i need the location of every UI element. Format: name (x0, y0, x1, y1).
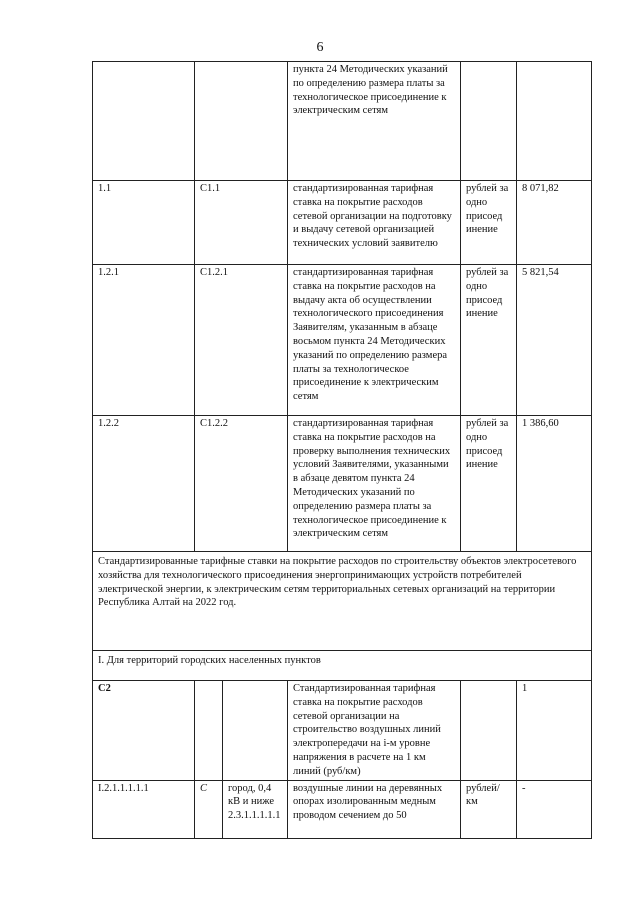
page-number: 6 (316, 40, 324, 55)
row-code-cell: С1.2.2 (195, 416, 288, 552)
row-unit-cell (461, 62, 517, 181)
row-sub-cell: город, 0,4 кВ и ниже 2.3.1.1.1.1.1 (223, 780, 288, 838)
section-heading: Стандартизированные тарифные ставки на покрытие расходов по строительству объектов электросетевого хозяйства для технологического присоединения энергопринимающих устройств потребителей электрической энергии, к электрическим сетям территориальных сетевых организаций на территории Республика Алтай на 2022 год. (93, 552, 592, 651)
tariff-table (92, 61, 592, 839)
row-unit-cell: рублей за одно присоед инение (461, 181, 517, 265)
table-row (93, 265, 592, 416)
table-row (93, 681, 592, 781)
row-value-cell: - (517, 780, 592, 838)
row-number-cell: 1.1 (93, 181, 195, 265)
row-value-cell: 1 386,60 (517, 416, 592, 552)
row-code-cell: С1.1 (195, 181, 288, 265)
row-number-cell: I.2.1.1.1.1.1 (93, 780, 195, 838)
table-row (93, 181, 592, 265)
row-number-cell (93, 62, 195, 181)
row-description-cell: стандартизированная тарифная ставка на покрытие расходов на выдачу акта об осуществлении технологического присоединения Заявителям, указанным в абзаце восьмом пункта 24 Методических указаний по определению размера платы за технологическое присоединение к электрическим сетям (288, 265, 461, 416)
table-row (93, 62, 592, 181)
row-code-cell: С1.2.1 (195, 265, 288, 416)
table-row (93, 416, 592, 552)
row-value-cell (517, 62, 592, 181)
row-value-cell: 8 071,82 (517, 181, 592, 265)
row-number-cell: 1.2.2 (93, 416, 195, 552)
row-code-cell (195, 681, 223, 781)
row-unit-cell (461, 681, 517, 781)
row-value-cell: 1 (517, 681, 592, 781)
row-code-cell (195, 62, 288, 181)
row-value-cell: 5 821,54 (517, 265, 592, 416)
row-description-cell: стандартизированная тарифная ставка на покрытие расходов сетевой организации на подготовку и выдачу сетевой организацией технических условий заявителю (288, 181, 461, 265)
row-description-cell: пункта 24 Методических указаний по определению размера платы за технологическое присоединение к электрическим сетям (288, 62, 461, 181)
section-heading-row (93, 552, 592, 651)
row-description-cell: воздушные линии на деревянных опорах изолированным медным проводом сечением до 50 (288, 780, 461, 838)
subsection-heading: I. Для территорий городских населенных пунктов (93, 651, 592, 681)
subsection-heading-row (93, 651, 592, 681)
row-description-cell: Стандартизированная тарифная ставка на покрытие расходов сетевой организации на строительство воздушных линий электропередачи на i-м уровне напряжения в расчете на 1 км линий (руб/км) (288, 681, 461, 781)
row-number-cell: С2 (93, 681, 195, 781)
row-number-cell: 1.2.1 (93, 265, 195, 416)
row-unit-cell: рублей за одно присоед инение (461, 416, 517, 552)
row-unit-cell: рублей за одно присоед инение (461, 265, 517, 416)
row-sub-cell (223, 681, 288, 781)
row-code-cell: С (195, 780, 223, 838)
row-description-cell: стандартизированная тарифная ставка на покрытие расходов на проверку выполнения технических условий Заявителями, указанными в абзаце девятом пункта 24 Методических указаний по определению размера платы за технологическое присоединение к электрическим сетям (288, 416, 461, 552)
table-row (93, 780, 592, 838)
row-unit-cell: рублей/ км (461, 780, 517, 838)
